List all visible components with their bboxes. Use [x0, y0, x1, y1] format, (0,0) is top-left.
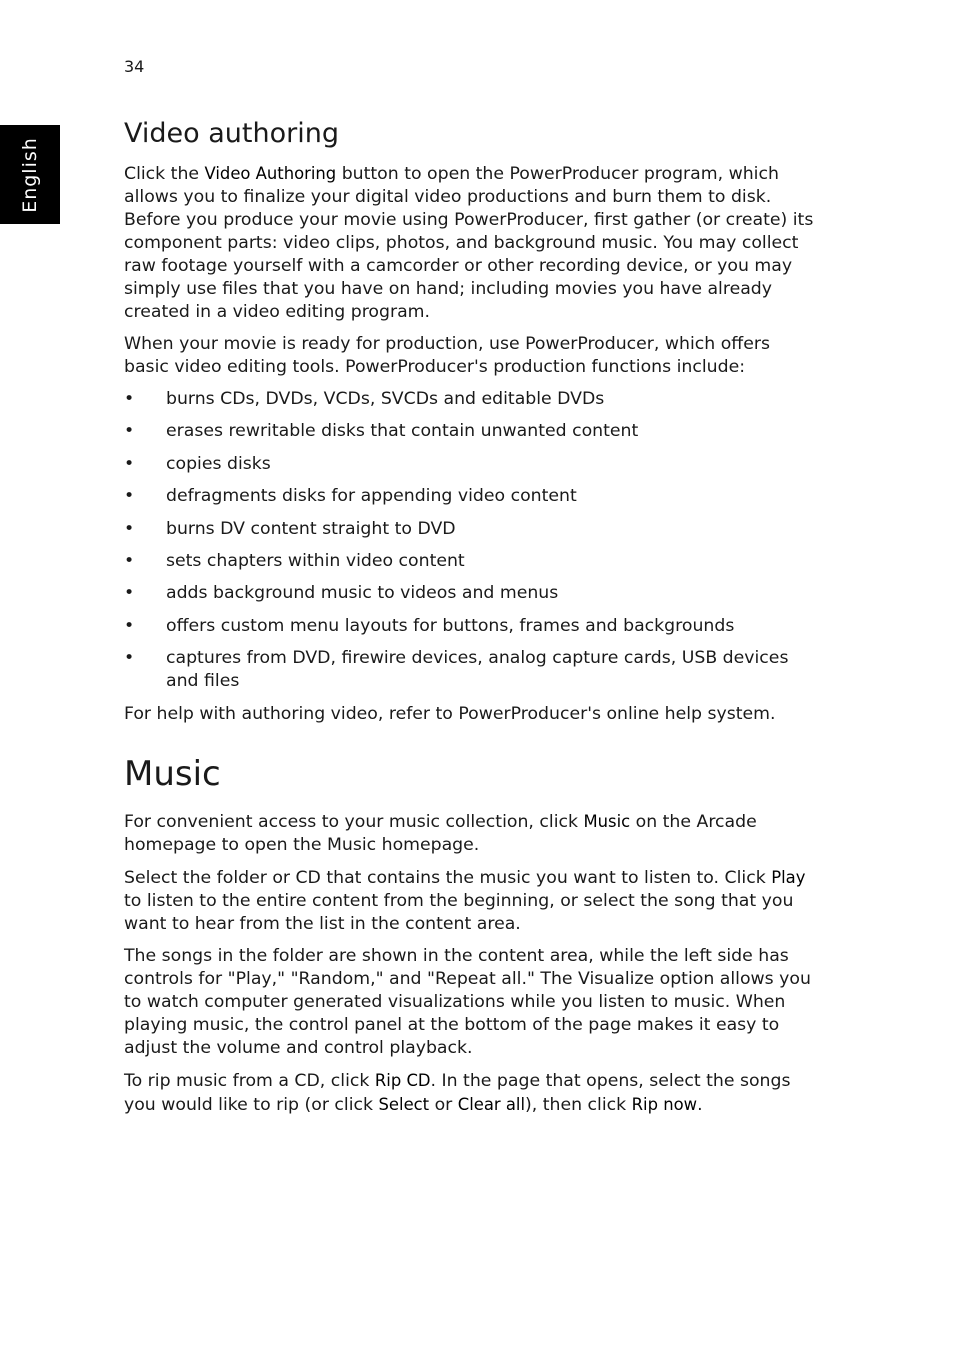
bullet-icon: • — [124, 615, 135, 636]
list-item — [124, 388, 814, 411]
select-term: Select — [378, 1094, 430, 1114]
bullet-icon: • — [124, 421, 135, 442]
bullet-icon: • — [124, 453, 135, 474]
video-authoring-help: For help with authoring video, refer to PowerProducer's online help system. — [124, 703, 776, 724]
text-run: . — [697, 1094, 703, 1115]
list-item-text: sets chapters within video content — [166, 550, 465, 571]
list-item — [124, 420, 814, 443]
list-item — [124, 518, 814, 541]
video-authoring-functions-intro: When your movie is ready for production, use PowerProducer, which offers basic video editing tools. PowerProducer's production functions include: — [124, 334, 770, 377]
list-item — [124, 453, 814, 476]
list-item — [124, 582, 814, 605]
feature-list — [124, 388, 814, 693]
page-number: 34 — [124, 57, 145, 76]
text-run: Select the folder or CD that contains the music you want to listen to. Click — [124, 867, 772, 888]
list-item — [124, 647, 814, 693]
bullet-icon: • — [124, 518, 135, 539]
video-authoring-intro — [124, 162, 814, 324]
music-rip — [124, 1069, 814, 1117]
clear-all-term: Clear all — [457, 1094, 526, 1114]
bullet-icon: • — [124, 583, 135, 604]
play-term: Play — [771, 867, 806, 887]
language-tab — [0, 125, 60, 224]
text-run: to listen to the entire content from the beginning, or select the song that you want to hear from the list in the content area. — [124, 890, 794, 934]
list-item — [124, 550, 814, 573]
rip-now-term: Rip now — [631, 1094, 698, 1114]
text-run: . In the page that opens, select the songs you would like to rip (or click — [124, 1070, 791, 1115]
text-run: or — [429, 1094, 458, 1115]
page-content — [124, 116, 814, 1126]
list-item-text: offers custom menu layouts for buttons, frames and backgrounds — [166, 615, 735, 636]
music-term: Music — [583, 811, 631, 831]
list-item — [124, 615, 814, 638]
music-controls: The songs in the folder are shown in the content area, while the left side has controls for "Play," "Random," and "Repeat all." The Visualize option allows you to watch computer generated visualizations while you listen to music. When playing music, the control panel at the bottom of the page makes it easy to adjust the volume and control playback. — [124, 945, 811, 1058]
list-item-text: erases rewritable disks that contain unwanted content — [166, 421, 639, 442]
video-authoring-heading: Video authoring — [124, 118, 339, 149]
bullet-icon: • — [124, 550, 135, 571]
language-tab-label: English — [19, 136, 41, 213]
music-heading: Music — [124, 753, 221, 794]
list-item-text: burns CDs, DVDs, VCDs, SVCDs and editable DVDs — [166, 389, 605, 409]
list-item-text: defragments disks for appending video content — [166, 486, 577, 507]
music-select — [124, 866, 814, 936]
text-run: button to open the PowerProducer program, which allows you to finalize your digital video productions and burn them to disk. Before you produce your movie using PowerProducer, first gather (or create) its component parts: video clips, photos, and background music. You may collect raw footage yourself with a camcorder or other recording device, or you may simply use files that you have on hand; including movies you have already created in a video editing program. — [124, 164, 814, 322]
list-item-text: burns DV content straight to DVD — [166, 518, 456, 539]
text-run: Click the — [124, 164, 205, 184]
bullet-icon: • — [124, 486, 135, 507]
bullet-icon: • — [124, 648, 135, 669]
list-item-text: copies disks — [166, 453, 271, 474]
text-run: ), then click — [525, 1094, 632, 1115]
text-run: To rip music from a CD, click — [124, 1070, 375, 1091]
list-item — [124, 485, 814, 508]
text-run: For convenient access to your music collection, click — [124, 811, 584, 832]
list-item-text: adds background music to videos and menus — [166, 583, 559, 604]
bullet-icon: • — [124, 389, 135, 409]
video-authoring-term: Video Authoring — [204, 164, 337, 183]
list-item-text: captures from DVD, firewire devices, analog capture cards, USB devices and files — [166, 648, 789, 692]
rip-cd-term: Rip CD — [374, 1070, 431, 1090]
music-intro — [124, 810, 814, 857]
text-run: on the Arcade homepage to open the Music homepage. — [124, 811, 757, 855]
